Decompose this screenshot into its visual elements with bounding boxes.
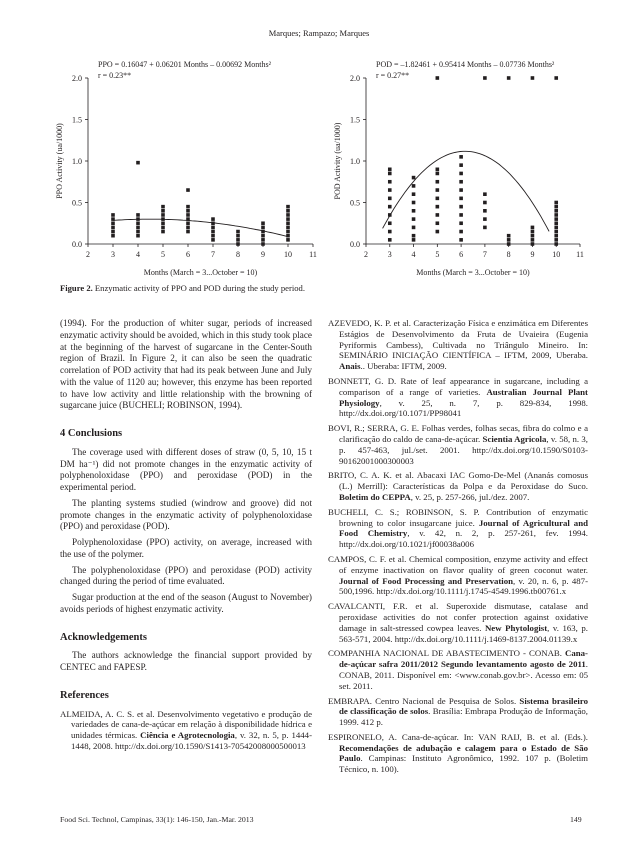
y-tick-label: 2.0 <box>350 74 360 83</box>
data-point <box>507 234 511 238</box>
data-point <box>186 205 190 209</box>
data-point <box>136 161 140 165</box>
data-point <box>388 168 392 172</box>
acknowledgements-text: The authors acknowledge the financial support provided by CENTEC and FAPESP. <box>60 650 312 672</box>
data-point <box>286 209 290 213</box>
left-column <box>60 318 312 756</box>
reference-item: ESPIRONELO, A. Cana-de-açúcar. In: VAN RAIJ, B. et al. (Eds.). Recomendações de adubação e calagem para o Estado de São Paulo. Campinas: Instituto Agronômico, 1992. 107 p. (Boletim Técnico, n. 100). <box>328 731 588 775</box>
x-tick-label: 8 <box>236 250 240 259</box>
data-point <box>186 230 190 234</box>
data-point <box>161 205 165 209</box>
data-point <box>483 76 487 80</box>
data-point <box>554 213 558 217</box>
data-point <box>286 213 290 217</box>
data-point <box>412 201 416 205</box>
data-point <box>388 188 392 192</box>
x-tick-label: 3 <box>387 250 392 259</box>
y-axis-label: PPO Activity (ua/1000) <box>55 123 64 199</box>
x-tick-label: 7 <box>211 250 215 259</box>
running-head: Marques; Rampazo; Marques <box>268 28 370 38</box>
data-point <box>186 213 190 217</box>
data-point <box>161 226 165 230</box>
data-point <box>436 168 440 172</box>
data-point <box>286 234 290 238</box>
figure-caption-text: Enzymatic activity of PPO and POD during the study period. <box>92 283 305 293</box>
data-point <box>554 205 558 209</box>
reference-item: BOVI, R.; SERRA, G. E. Folhas verdes, folhas secas, fibra do colmo e a clarificação do caldo de cana-de-açúcar. Scientia Agricola, v. 58, n. 3, p. 457-463, jul./set. 2001. http://dx.doi.org/10.1590/S0103-90162001000300003 <box>328 423 588 466</box>
y-tick-label: 1.0 <box>350 157 360 166</box>
x-tick-label: 6 <box>186 250 190 259</box>
correlation-label: r = 0.27** <box>376 71 410 80</box>
data-point <box>388 238 392 242</box>
ppo-chart <box>55 60 317 277</box>
data-point <box>412 192 416 196</box>
x-tick-label: 5 <box>161 250 165 259</box>
data-point <box>286 238 290 242</box>
data-point <box>483 217 487 221</box>
conclusions-heading: 4 Conclusions <box>60 428 123 439</box>
regression-equation: PPO = 0.16047 + 0.06201 Months – 0.00692 Months² <box>98 60 271 69</box>
acknowledgements-heading: Acknowledgements <box>60 631 147 643</box>
data-point <box>554 209 558 213</box>
data-point <box>554 234 558 238</box>
data-point <box>459 221 463 225</box>
data-point <box>554 238 558 242</box>
x-tick-label: 4 <box>136 250 140 259</box>
data-point <box>436 172 440 176</box>
data-point <box>211 226 215 230</box>
conclusion-5: Sugar production at the end of the season (August to November) avoids periods of highest enzymatic activity. <box>60 592 312 614</box>
data-point <box>111 230 115 234</box>
reference-item: BUCHELI, C. S.; ROBINSON, S. P. Contribution of enzymatic browning to color insugarcane juice. Journal of Agricultural and Food Chemistry, v. 42, n. 2, p. 257-261, fev. 1994. http://dx.doi.org/10.1021/jf00038a006 <box>328 506 588 550</box>
data-point <box>412 184 416 188</box>
reference-item: BRITO, C. A. K. et al. Abacaxi IAC Gomo-De-Mel (Ananás comosus (L.) Merrill): Características da Polpa e da Peroxidase do Suco. Boletim do CEPPA, v. 25, p. 257-266, jul./dez. 2007. <box>328 470 588 502</box>
data-point <box>459 155 463 159</box>
data-point <box>507 242 511 246</box>
data-point <box>459 180 463 184</box>
data-point <box>236 242 240 246</box>
x-tick-label: 11 <box>309 250 317 259</box>
conclusion-1: The coverage used with different doses of straw (0, 5, 10, 15 t DM ha⁻¹) did not promote changes in the enzymatic activity of polyphenoloxidase (PPO) and peroxidase (POD) in the experimental period. <box>60 446 312 492</box>
data-point <box>388 205 392 209</box>
x-tick-label: 4 <box>411 250 416 259</box>
data-point <box>483 226 487 230</box>
data-point <box>161 230 165 234</box>
data-point <box>459 172 463 176</box>
data-point <box>436 230 440 234</box>
data-point <box>136 234 140 238</box>
data-point <box>236 238 240 242</box>
body-paragraph: (1994). For the production of whiter sugar, periods of increased enzymatic activity should be avoided, which in this study took place at the beginning of the harvest of sugarcane in the Center-South region of Brazil. In Figure 2, it can also be seen the quadratic correlation of POD activity that had its peak between June and July with the value of 1120 au; however, this enzyme has been reported to have low activity and little relationship with the browning of sugarcane juice (BUCHELI; ROBINSON, 1994). <box>60 318 312 411</box>
data-point <box>531 76 535 80</box>
data-point <box>507 238 511 242</box>
data-point <box>161 213 165 217</box>
data-point <box>459 230 463 234</box>
data-point <box>236 230 240 234</box>
data-point <box>436 76 440 80</box>
data-point <box>286 226 290 230</box>
data-point <box>186 188 190 192</box>
data-point <box>388 230 392 234</box>
regression-equation: POD = –1.82461 + 0.95414 Months – 0.07736 Months² <box>376 60 555 69</box>
data-point <box>388 197 392 201</box>
x-tick-label: 9 <box>261 250 265 259</box>
reference-item: CAMPOS, C. F. et al. Chemical composition, enzyme activity and effect of enzyme inactivation on flavor quality of green coconut water. Journal of Food Processing and Preservation, v. 20, n. 6, p. 487-500,1996. http://dx.doi.org/10.1111/j.1745-4549.1996.tb00761.x <box>328 553 588 597</box>
data-point <box>459 238 463 242</box>
data-point <box>459 197 463 201</box>
reference-item: EMBRAPA. Centro Nacional de Pesquisa de Solos. Sistema brasileiro de classificação de solos. Brasília: Embrapa Produção de Informação, 1999. 412 p. <box>328 695 588 728</box>
y-tick-label: 1.0 <box>72 157 82 166</box>
data-point <box>261 238 265 242</box>
data-point <box>531 234 535 238</box>
data-point <box>136 213 140 217</box>
data-point <box>531 238 535 242</box>
x-tick-label: 11 <box>576 250 584 259</box>
reference-item: COMPANHIA NACIONAL DE ABASTECIMENTO - CONAB. Cana-de-açúcar safra 2011/2012 Segundo levantamento agosto de 2011. CONAB, 2011. Disponível em: <www.conab.gov.br>. Acesso em: 05 set. 2011. <box>328 648 588 691</box>
data-point <box>554 76 558 80</box>
data-point <box>483 201 487 205</box>
references-heading: References <box>60 689 109 701</box>
data-point <box>412 234 416 238</box>
data-point <box>388 172 392 176</box>
data-point <box>261 234 265 238</box>
data-point <box>483 209 487 213</box>
y-tick-label: 1.5 <box>350 115 360 125</box>
conclusion-3: Polyphenoloxidase (PPO) activity, on average, increased with the use of the polymer. <box>60 537 312 559</box>
data-point <box>436 188 440 192</box>
data-point <box>436 213 440 217</box>
data-point <box>554 221 558 225</box>
data-point <box>436 180 440 184</box>
y-tick-label: 2.0 <box>72 74 82 83</box>
data-point <box>459 163 463 167</box>
data-point <box>211 238 215 242</box>
x-tick-label: 2 <box>364 250 368 259</box>
data-point <box>136 230 140 234</box>
pod-chart <box>333 60 584 277</box>
data-point <box>111 221 115 225</box>
x-tick-label: 7 <box>482 250 487 259</box>
x-tick-label: 8 <box>506 250 511 259</box>
reference-item: ALMEIDA, A. C. S. et al. Desenvolvimento vegetativo e produção de variedades de cana-de-açúcar em relação à disponibilidade hídrica e unidades térmicas. Ciência e Agrotecnologia, v. 32, n. 5, p. 1444-1448, 2008. http://dx.doi.org/10.1590/S1413-70542008000500013 <box>60 708 312 751</box>
reference-item: AZEVEDO, K. P. et al. Caracterização Física e enzimática em Diferentes Estágios de Desenvolvimento da Fruta de Uvaieira (Eugenia Pyriformis Cambess), Cultivada no Triângulo Mineiro. In: SEMINÁRIO INICIAÇÃO CIENTÍFICA – IFTM, 2009, Uberaba. Anais.. Uberaba: IFTM, 2009. <box>328 318 588 372</box>
data-point <box>554 217 558 221</box>
data-point <box>286 205 290 209</box>
data-point <box>412 217 416 221</box>
data-point <box>261 242 265 246</box>
data-point <box>436 221 440 225</box>
data-point <box>483 192 487 196</box>
figure-2-charts <box>0 0 638 282</box>
data-point <box>412 226 416 230</box>
correlation-label: r = 0.23** <box>98 71 132 80</box>
data-point <box>186 226 190 230</box>
data-point <box>286 221 290 225</box>
data-point <box>459 205 463 209</box>
data-point <box>412 176 416 180</box>
data-point <box>531 226 535 230</box>
data-point <box>111 213 115 217</box>
x-axis-label: Months (March = 3...October = 10) <box>416 268 530 277</box>
data-point <box>136 226 140 230</box>
x-tick-label: 10 <box>284 250 292 259</box>
data-point <box>186 209 190 213</box>
data-point <box>111 234 115 238</box>
reference-item: CAVALCANTI, F.R. et al. Superoxide dismutase, catalase and peroxidase activities do not confer protection against oxidative damage in salt-stressed cowpea leaves. New Phytologist, v. 163, p. 563-571, 2004. http://dx.doi.org/10.1111/j.1469-8137.2004.01139.x <box>328 601 588 644</box>
data-point <box>388 180 392 184</box>
data-point <box>554 230 558 234</box>
data-point <box>111 226 115 230</box>
data-point <box>136 221 140 225</box>
y-tick-label: 0.0 <box>350 240 360 249</box>
data-point <box>236 234 240 238</box>
footer-journal: Food Sci. Technol, Campinas, 33(1): 146-150, Jan.-Mar. 2013 <box>60 815 254 824</box>
data-point <box>459 188 463 192</box>
x-tick-label: 3 <box>111 250 115 259</box>
right-column <box>328 318 588 779</box>
data-point <box>161 221 165 225</box>
data-point <box>436 205 440 209</box>
data-point <box>186 221 190 225</box>
y-tick-label: 0.5 <box>350 198 360 208</box>
data-point <box>286 217 290 221</box>
x-tick-label: 9 <box>530 250 535 259</box>
figure-label: Figure 2. <box>60 283 93 293</box>
data-point <box>554 242 558 246</box>
data-point <box>554 226 558 230</box>
data-point <box>388 221 392 225</box>
data-point <box>507 76 511 80</box>
x-axis-label: Months (March = 3...October = 10) <box>143 268 258 277</box>
y-tick-label: 0.0 <box>72 240 82 249</box>
data-point <box>211 230 215 234</box>
data-point <box>211 234 215 238</box>
y-axis-label: POD Activity (ua/1000) <box>333 122 342 200</box>
x-tick-label: 2 <box>86 250 90 259</box>
data-point <box>412 209 416 213</box>
figure-caption <box>60 283 305 293</box>
data-point <box>286 230 290 234</box>
conclusion-4: The polyphenoloxidase (PPO) and peroxidase (POD) activity changed during the period of time evaluated. <box>60 564 312 587</box>
conclusion-2: The planting systems studied (windrow and groove) did not promote changes in the enzymatic activity of polyphenoloxidase (PPO) and peroxidase (POD). <box>60 497 312 532</box>
data-point <box>531 230 535 234</box>
data-point <box>436 197 440 201</box>
x-tick-label: 10 <box>552 250 561 259</box>
data-point <box>531 242 535 246</box>
reference-item: BONNETT, G. D. Rate of leaf appearance in sugarcane, including a comparison of a range of varieties. Australian Journal Plant Physiology, v. 25, n. 7, p. 829-834, 1998. http://dx.doi.org/10.1071/PP98041 <box>328 375 588 419</box>
data-point <box>459 213 463 217</box>
footer-page-number: 149 <box>570 815 582 824</box>
data-point <box>261 226 265 230</box>
data-point <box>261 221 265 225</box>
y-tick-label: 1.5 <box>72 115 82 125</box>
y-tick-label: 0.5 <box>72 198 82 208</box>
x-tick-label: 6 <box>459 250 464 259</box>
fit-curve <box>383 151 549 231</box>
data-point <box>161 209 165 213</box>
x-tick-label: 5 <box>435 250 440 259</box>
data-point <box>412 238 416 242</box>
data-point <box>554 201 558 205</box>
data-point <box>211 217 215 221</box>
